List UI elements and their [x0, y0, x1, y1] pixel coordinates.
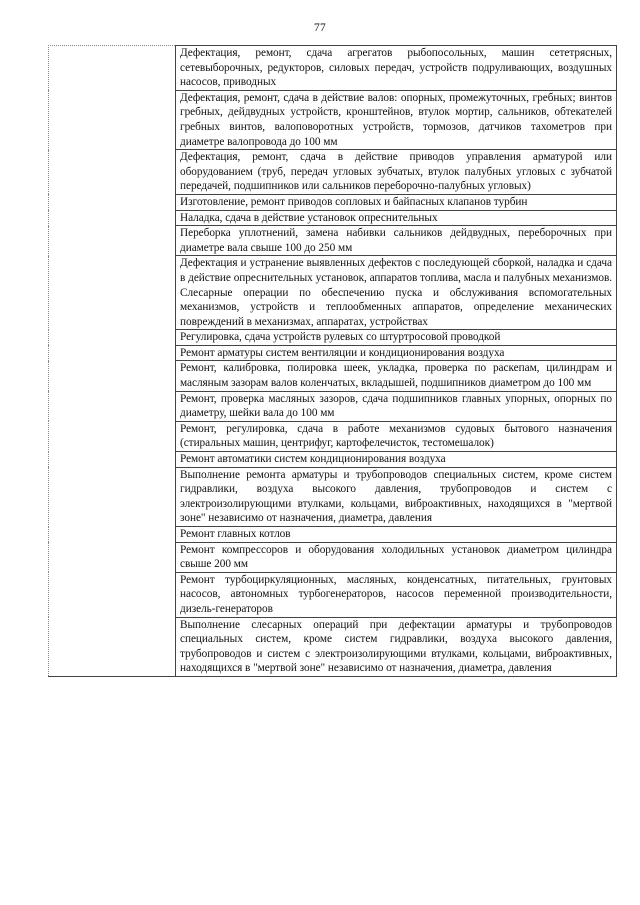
row-text: Дефектация и устранение выявленных дефектов с последующей сборкой, наладка и сдача в действие опреснительных установок, аппаратов топлива, масла и палубных механизмов. Слесарные операции по обеспечению пуска и обслуживания вспомогательных механизмов, устройств и теплообменных аппаратов, определение механических повреждений в механизмах, аппаратах, устройствах — [180, 257, 612, 328]
table-cell — [176, 361, 617, 391]
work-items-table — [48, 45, 617, 677]
row-text: Дефектация, ремонт, сдача агрегатов рыбопосольных, машин сететрясных, сетевыборочных, редукторов, силовых передач, устройств подруливающих, воздушных насосов, приводных — [180, 47, 612, 89]
row-text: Дефектация, ремонт, сдача в действие валов: опорных, промежуточных, гребных; винтов гребных, дейдвудных устройств, кронштейнов, втулок мортир, сальников, обтекателей гребных винтов, валоповоротных устройств, тормозов, датчиков тахометров при диаметре валопровода до 100 мм — [180, 91, 612, 148]
table-cell — [176, 256, 617, 330]
row-text: Ремонт автоматики систем кондиционирования воздуха — [180, 453, 446, 466]
table-cell — [176, 572, 617, 617]
table-cell — [176, 345, 617, 361]
table-cell — [176, 194, 617, 210]
row-text: Регулировка, сдача устройств рулевых со штуртросовой проводкой — [180, 331, 501, 344]
row-text: Наладка, сдача в действие установок опреснительных — [180, 211, 438, 224]
row-text: Ремонт, калибровка, полировка шеек, укладка, проверка по раскепам, цилиндрам и масляным зазорам валов коленчатых, вкладышей, подшипников диаметром до 100 мм — [180, 362, 612, 390]
table-cell — [176, 150, 617, 195]
table-cell — [176, 210, 617, 226]
row-text: Дефектация, ремонт, сдача в действие приводов управления арматурой или оборудованием (труб, передач угловых зубчатых, втулок палубных угловых с зубчатой передачей, подшипников или сальников переборочно-палубных угловых) — [180, 151, 612, 193]
row-text: Выполнение ремонта арматуры и трубопроводов специальных систем, кроме систем гидравлики, воздуха высокого давления, трубопроводов и систем с электроизолирующими втулками, кольцами, виброактивных, находящихся в "мертвой зоне" независимо от назначения, диаметра, давления — [180, 468, 612, 525]
table-cell — [176, 330, 617, 346]
table-cell — [176, 467, 617, 526]
row-text: Переборка уплотнений, замена набивки сальников дейдвудных, переборочных при диаметре вала свыше 100 до 250 мм — [180, 227, 612, 254]
row-text: Выполнение слесарных операций при дефектации арматуры и трубопроводов специальных систем, кроме систем гидравлики, воздуха высокого давления, трубопроводов и систем с электроизолирующими втулками, кольцами, виброактивных, находящихся в "мертвой зоне" независимо от назначения, диаметра, давления — [180, 618, 612, 675]
table-cell — [176, 391, 617, 421]
row-text: Ремонт арматуры систем вентиляции и кондиционирования воздуха — [180, 346, 505, 359]
row-text: Ремонт турбоциркуляционных, масляных, конденсатных, питательных, грунтовых насосов, автономных турбогенераторов, насосов переменной производительности, дизель-генераторов — [180, 573, 612, 615]
table-cell — [176, 452, 617, 468]
table-cell — [176, 527, 617, 543]
row-text: Изготовление, ремонт приводов сопловых и байпасных клапанов турбин — [180, 195, 528, 208]
page-number: 77 — [313, 22, 327, 34]
table-cell — [176, 46, 617, 91]
left-column-cell — [49, 46, 176, 677]
table-cell — [176, 226, 617, 256]
row-text: Ремонт, регулировка, сдача в работе механизмов судовых бытового назначения (стиральных машин, центрифуг, картофелечисток, тестомешалок) — [180, 422, 612, 450]
row-text: Ремонт главных котлов — [180, 528, 291, 540]
table-row — [49, 46, 617, 91]
table-cell — [176, 90, 617, 149]
table-cell — [176, 617, 617, 676]
table-cell — [176, 421, 617, 451]
row-text: Ремонт, проверка масляных зазоров, сдача подшипников главных упорных, опорных по диаметру, шейки вала до 100 мм — [180, 392, 612, 420]
row-text: Ремонт компрессоров и оборудования холодильных установок диаметром цилиндра свыше 200 мм — [180, 543, 612, 571]
table-cell — [176, 542, 617, 572]
